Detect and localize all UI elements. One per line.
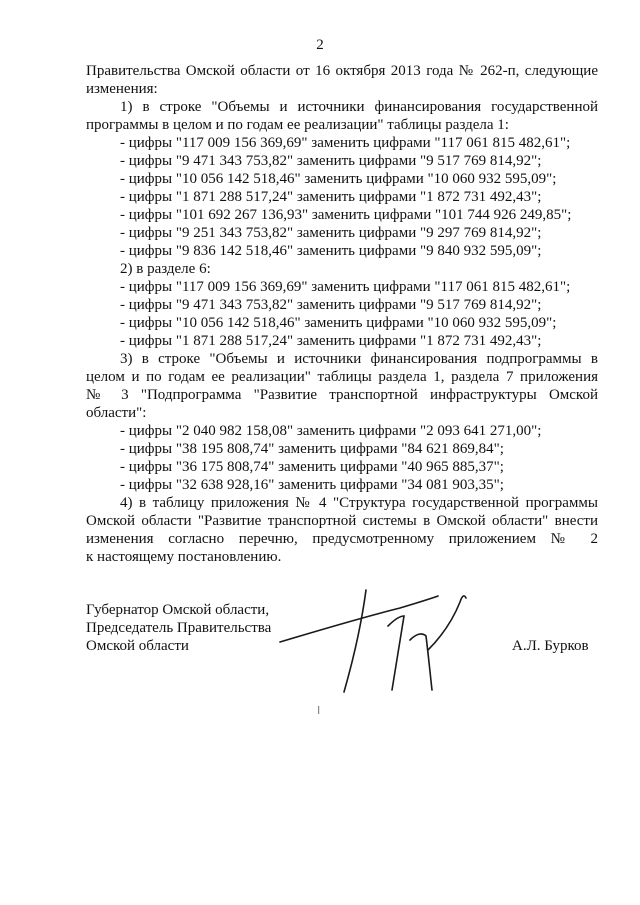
page-number: 2 [316,37,324,53]
body-line: 2) в разделе 6: [120,261,211,277]
body-line: изменения: [86,81,158,97]
body-line: 4) в таблицу приложения № 4 "Структура государственной программы [120,495,598,511]
body-line: - цифры "1 871 288 517,24" заменить цифрами "1 872 731 492,43"; [120,189,542,205]
body-line: - цифры "1 871 288 517,24" заменить цифрами "1 872 731 492,43"; [120,333,542,349]
signatory-title [86,601,271,655]
document-body [86,62,598,566]
body-line: - цифры "32 638 928,16" заменить цифрами "34 081 903,35"; [120,477,504,493]
signatory-title-line: Председатель Правительства [86,620,272,636]
body-line: - цифры "117 009 156 369,69" заменить цифрами "117 061 815 482,61"; [120,135,571,151]
body-line: 3) в строке "Объемы и источники финансирования подпрограммы в [120,351,598,367]
signatory-title-line: Омской области [86,638,189,654]
handwritten-signature [270,580,490,695]
body-line: - цифры "10 056 142 518,46" заменить цифрами "10 060 932 595,09"; [120,171,557,187]
body-line: - цифры "38 195 808,74" заменить цифрами "84 621 869,84"; [120,441,504,457]
body-line: - цифры "101 692 267 136,93" заменить цифрами "101 744 926 249,85"; [120,207,572,223]
body-line: программы в целом и по годам ее реализации" таблицы раздела 1: [86,117,509,133]
body-line: - цифры "9 836 142 518,46" заменить цифрами "9 840 932 595,09"; [120,243,542,259]
signatory-title-line: Губернатор Омской области, [86,602,270,618]
body-line: Правительства Омской области от 16 октября 2013 года № 262-п, следующие [86,63,598,79]
body-line: целом и по годам ее реализации" таблицы раздела 1, раздела 7 приложения [86,369,598,385]
body-line: области": [86,405,147,421]
body-line: № 3 "Подпрограмма "Развитие транспортной инфраструктуры Омской [86,387,598,403]
signer-name: А.Л. Бурков [512,638,589,654]
scan-mark [318,706,320,714]
body-line: изменения согласно перечню, предусмотренному приложением № 2 [86,531,598,547]
body-line: - цифры "9 471 343 753,82" заменить цифрами "9 517 769 814,92"; [120,153,542,169]
body-line: Омской области "Развитие транспортной системы в Омской области" внести [86,513,598,529]
body-line: - цифры "9 471 343 753,82" заменить цифрами "9 517 769 814,92"; [120,297,542,313]
body-line: - цифры "36 175 808,74" заменить цифрами "40 965 885,37"; [120,459,504,475]
body-line: - цифры "9 251 343 753,82" заменить цифрами "9 297 769 814,92"; [120,225,542,241]
body-line: - цифры "117 009 156 369,69" заменить цифрами "117 061 815 482,61"; [120,279,571,295]
body-line: - цифры "10 056 142 518,46" заменить цифрами "10 060 932 595,09"; [120,315,557,331]
body-line: к настоящему постановлению. [86,549,282,565]
body-line: - цифры "2 040 982 158,08" заменить цифрами "2 093 641 271,00"; [120,423,542,439]
body-line: 1) в строке "Объемы и источники финансирования государственной [120,99,598,115]
